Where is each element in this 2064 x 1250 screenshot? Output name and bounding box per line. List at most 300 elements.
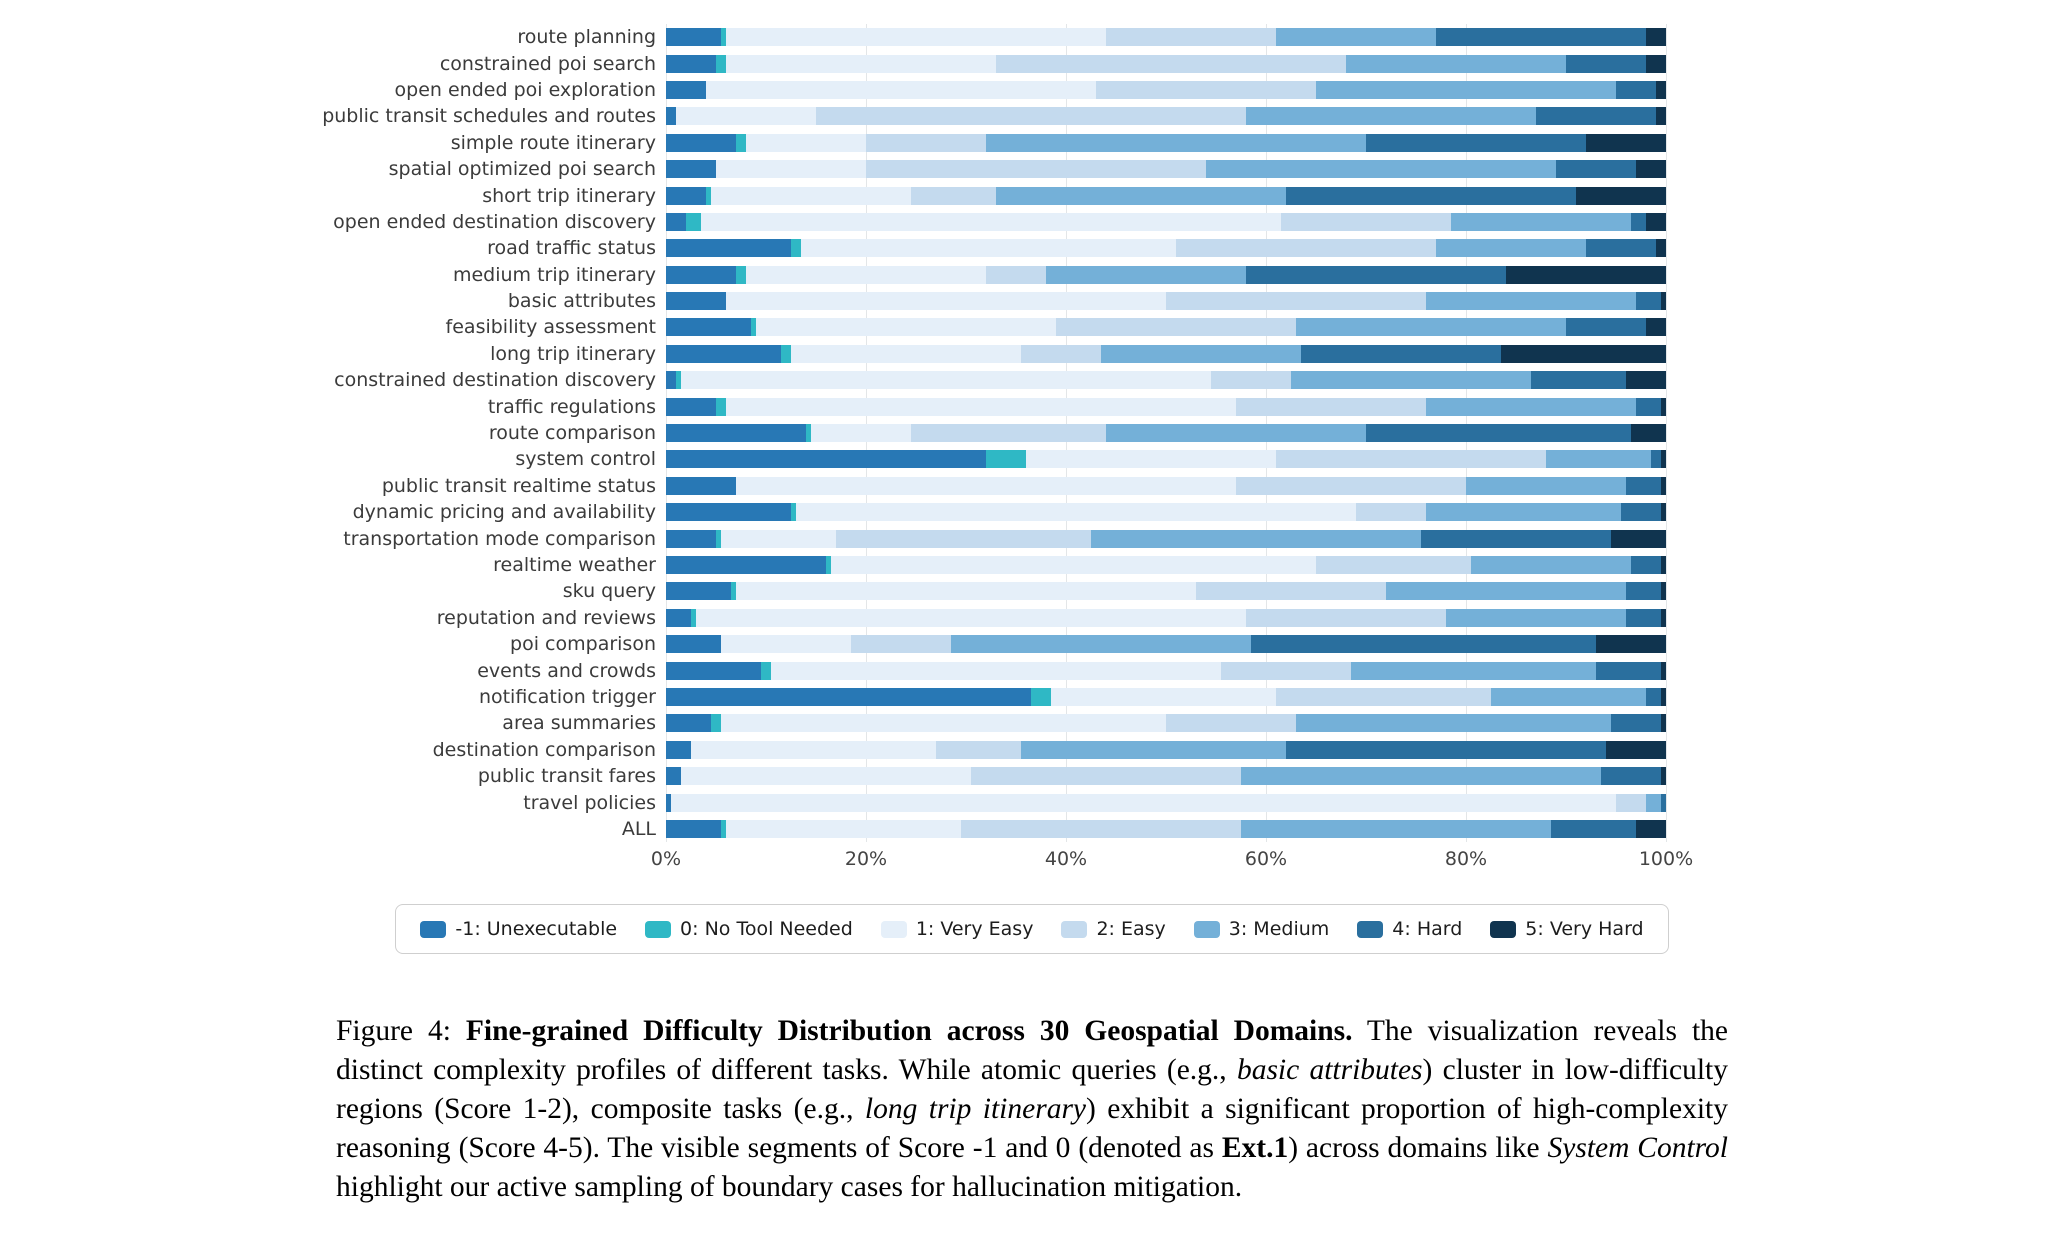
bar-segment [756, 318, 1056, 336]
bar-row [0, 473, 2064, 499]
bar-track [666, 107, 1666, 125]
bar-segment [736, 266, 746, 284]
bar-segment [711, 714, 721, 732]
bar-segment [1546, 450, 1651, 468]
legend-label: 1: Very Easy [915, 918, 1034, 941]
category-label: dynamic pricing and availability [352, 501, 656, 524]
bar-segment [666, 55, 716, 73]
bar-segment [666, 530, 716, 548]
bar-segment [1101, 345, 1301, 363]
bar-track [666, 134, 1666, 152]
bar-segment [1196, 582, 1386, 600]
x-tick-label: 60% [1244, 848, 1288, 871]
bar-segment [1471, 556, 1631, 574]
bar-segment [726, 292, 1166, 310]
category-label: medium trip itinerary [452, 263, 656, 286]
bar-segment [736, 477, 1236, 495]
bar-segment [961, 820, 1241, 838]
bar-segment [1626, 371, 1666, 389]
bar-track [666, 345, 1666, 363]
bar-row [0, 737, 2064, 763]
bar-segment [971, 767, 1241, 785]
bar-segment [1661, 662, 1666, 680]
bar-segment [1211, 371, 1291, 389]
bar-segment [1661, 767, 1666, 785]
bar-segment [1656, 81, 1666, 99]
category-label: destination comparison [432, 738, 656, 761]
bar-row [0, 710, 2064, 736]
category-label: open ended destination discovery [333, 210, 656, 233]
bar-segment [666, 556, 826, 574]
bar-segment [1451, 213, 1631, 231]
category-label: area summaries [502, 712, 656, 735]
bar-row [0, 50, 2064, 76]
bar-segment [1096, 81, 1316, 99]
bar-track [666, 741, 1666, 759]
bar-segment [666, 635, 721, 653]
bar-segment [1351, 662, 1596, 680]
bar-segment [721, 714, 1166, 732]
bar-segment [1616, 794, 1646, 812]
caption-text: highlight our active sampling of boundary cases for hallucination mitigation. [336, 1170, 1243, 1203]
legend-label: 5: Very Hard [1525, 918, 1644, 941]
bar-segment [1661, 609, 1666, 627]
bar-segment [1051, 688, 1276, 706]
bar-segment [711, 187, 911, 205]
category-label: reputation and reviews [436, 606, 656, 629]
bar-segment [1031, 688, 1051, 706]
bar-segment [746, 134, 866, 152]
bar-segment [1626, 609, 1661, 627]
bar-track [666, 292, 1666, 310]
bar-segment [1636, 160, 1666, 178]
bar-segment [666, 266, 736, 284]
bar-segment [1531, 371, 1626, 389]
legend-item [1490, 918, 1643, 940]
category-label: traffic regulations [487, 395, 656, 418]
caption-text: ) across domains like [1288, 1131, 1548, 1164]
bar-segment [726, 28, 1106, 46]
bar-segment [666, 134, 736, 152]
bar-segment [1651, 450, 1661, 468]
bar-row [0, 816, 2064, 842]
bar-track [666, 371, 1666, 389]
bar-segment [996, 187, 1286, 205]
bar-segment [1661, 450, 1666, 468]
bar-segment [1241, 820, 1551, 838]
bar-segment [1421, 530, 1611, 548]
category-label: constrained poi search [439, 52, 656, 75]
bar-segment [1346, 55, 1566, 73]
bar-segment [866, 134, 986, 152]
bar-row [0, 288, 2064, 314]
category-label: notification trigger [478, 685, 656, 708]
bar-segment [1646, 318, 1666, 336]
bar-segment [666, 477, 736, 495]
bar-segment [666, 662, 761, 680]
bar-segment [951, 635, 1251, 653]
bar-row [0, 77, 2064, 103]
bar-segment [1636, 820, 1666, 838]
bar-segment [1366, 134, 1586, 152]
x-tick-label: 80% [1444, 848, 1488, 871]
bar-segment [1631, 556, 1661, 574]
bar-segment [1221, 662, 1351, 680]
bar-segment [1536, 107, 1656, 125]
bar-segment [721, 635, 851, 653]
bar-segment [1636, 292, 1661, 310]
bar-segment [1621, 503, 1661, 521]
bar-segment [726, 820, 961, 838]
bar-segment [1426, 398, 1636, 416]
legend-item [420, 918, 617, 940]
bar-segment [1616, 81, 1656, 99]
bar-segment [666, 28, 721, 46]
bar-segment [1176, 239, 1436, 257]
bar-segment [986, 134, 1366, 152]
bar-row [0, 235, 2064, 261]
bar-segment [1656, 239, 1666, 257]
bar-segment [1646, 55, 1666, 73]
bar-row [0, 182, 2064, 208]
bar-segment [781, 345, 791, 363]
bar-segment [1646, 688, 1661, 706]
bar-segment [746, 266, 986, 284]
category-label: spatial optimized poi search [388, 158, 656, 181]
bar-segment [721, 530, 836, 548]
bar-track [666, 477, 1666, 495]
bar-segment [666, 371, 676, 389]
bar-segment [1661, 503, 1666, 521]
legend-label: 3: Medium [1228, 918, 1330, 941]
bar-segment [801, 239, 1176, 257]
bar-track [666, 582, 1666, 600]
bar-segment [771, 662, 1221, 680]
bar-segment [666, 582, 731, 600]
bar-segment [1636, 398, 1661, 416]
bar-segment [1551, 820, 1636, 838]
legend-swatch-icon [1490, 921, 1516, 938]
bar-segment [1166, 292, 1426, 310]
bar-segment [831, 556, 1316, 574]
legend-wrap [0, 904, 2064, 954]
bar-segment [1021, 741, 1286, 759]
bar-segment [1661, 398, 1666, 416]
bar-segment [1386, 582, 1626, 600]
category-label: travel policies [523, 791, 656, 814]
bar-segment [1586, 134, 1666, 152]
bar-segment [911, 424, 1106, 442]
bar-segment [1276, 688, 1491, 706]
bar-segment [691, 741, 936, 759]
bar-segment [676, 107, 816, 125]
bar-segment [1276, 28, 1436, 46]
x-tick-label: 20% [844, 848, 888, 871]
category-label: events and crowds [477, 659, 656, 682]
bar-row [0, 393, 2064, 419]
bar-segment [681, 371, 1211, 389]
bar-segment [796, 503, 1356, 521]
x-tick-label: 40% [1044, 848, 1088, 871]
bar-track [666, 794, 1666, 812]
bar-segment [811, 424, 911, 442]
caption-text: System Control [1547, 1131, 1729, 1164]
bar-segment [696, 609, 1246, 627]
bar-track [666, 187, 1666, 205]
bar-row [0, 103, 2064, 129]
legend-label: -1: Unexecutable [455, 918, 618, 941]
legend-item [1194, 918, 1330, 940]
legend-swatch-icon [1061, 921, 1087, 938]
bar-segment [716, 55, 726, 73]
legend-swatch-icon [1194, 921, 1220, 938]
bar-segment [1281, 213, 1451, 231]
bar-row [0, 24, 2064, 50]
bar-segment [1576, 187, 1666, 205]
bar-segment [1646, 794, 1661, 812]
bar-segment [666, 398, 716, 416]
category-label: simple route itinerary [450, 131, 656, 154]
bar-track [666, 635, 1666, 653]
bar-segment [1626, 582, 1661, 600]
legend-swatch-icon [645, 921, 671, 938]
bar-segment [1501, 345, 1666, 363]
bar-row [0, 657, 2064, 683]
bar-segment [1286, 187, 1576, 205]
bar-row [0, 262, 2064, 288]
bar-track [666, 688, 1666, 706]
bar-segment [1586, 239, 1656, 257]
bar-segment [986, 450, 1026, 468]
bar-segment [1426, 292, 1636, 310]
bar-segment [1566, 318, 1646, 336]
bar-row [0, 525, 2064, 551]
bar-segment [1606, 741, 1666, 759]
caption-text: Fine-grained Difficulty Distribution across 30 Geospatial Domains. [465, 1015, 1353, 1048]
x-tick-label: 100% [1638, 848, 1694, 871]
bar-segment [666, 424, 806, 442]
category-label: system control [515, 448, 656, 471]
bar-track [666, 609, 1666, 627]
bar-segment [666, 318, 751, 336]
category-label: open ended poi exploration [394, 78, 656, 101]
legend-swatch-icon [1357, 921, 1383, 938]
bar-row [0, 341, 2064, 367]
caption-text: Figure 4: [336, 1015, 466, 1048]
bar-segment [1491, 688, 1646, 706]
category-label: public transit fares [477, 765, 656, 788]
bar-row [0, 156, 2064, 182]
x-tick-label: 0% [650, 848, 682, 871]
bar-track [666, 530, 1666, 548]
bar-segment [736, 582, 1196, 600]
caption-text: basic attributes [1236, 1054, 1423, 1087]
category-label: public transit schedules and routes [322, 105, 656, 128]
legend-label: 2: Easy [1096, 918, 1166, 941]
bar-segment [1566, 55, 1646, 73]
bar-track [666, 767, 1666, 785]
bar-row [0, 499, 2064, 525]
bar-segment [1601, 767, 1661, 785]
bar-segment [1436, 28, 1646, 46]
bar-segment [1296, 318, 1566, 336]
bar-segment [1661, 794, 1666, 812]
category-label: feasibility assessment [445, 316, 656, 339]
bar-segment [686, 213, 701, 231]
bar-segment [1631, 424, 1666, 442]
bar-segment [666, 741, 691, 759]
bar-segment [1316, 81, 1616, 99]
bar-track [666, 160, 1666, 178]
bar-segment [1661, 688, 1666, 706]
bar-segment [1646, 213, 1666, 231]
bar-segment [1246, 107, 1536, 125]
bar-segment [1251, 635, 1596, 653]
bar-segment [671, 794, 1616, 812]
bar-segment [791, 239, 801, 257]
bar-row [0, 763, 2064, 789]
bar-segment [1246, 609, 1446, 627]
bar-segment [1661, 582, 1666, 600]
bar-row [0, 367, 2064, 393]
bar-track [666, 266, 1666, 284]
category-label: short trip itinerary [482, 184, 656, 207]
bar-segment [1446, 609, 1626, 627]
bar-segment [911, 187, 996, 205]
bar-track [666, 55, 1666, 73]
bar-segment [1646, 28, 1666, 46]
bar-segment [666, 160, 716, 178]
bar-segment [666, 107, 676, 125]
bar-track [666, 556, 1666, 574]
bar-segment [1316, 556, 1471, 574]
bar-segment [681, 767, 971, 785]
bar-segment [716, 160, 866, 178]
bar-segment [1056, 318, 1296, 336]
bar-segment [1611, 714, 1661, 732]
bar-segment [1556, 160, 1636, 178]
bar-segment [1106, 28, 1276, 46]
bar-segment [736, 134, 746, 152]
bar-segment [851, 635, 951, 653]
bar-segment [1356, 503, 1426, 521]
bar-segment [1206, 160, 1556, 178]
bar-segment [1286, 741, 1606, 759]
bar-segment [666, 714, 711, 732]
category-label: sku query [562, 580, 656, 603]
bar-segment [1661, 556, 1666, 574]
bar-segment [1276, 450, 1546, 468]
bar-segment [1091, 530, 1421, 548]
bar-segment [1236, 477, 1466, 495]
bar-row [0, 631, 2064, 657]
bar-row [0, 420, 2064, 446]
legend-swatch-icon [420, 921, 446, 938]
bar-track [666, 450, 1666, 468]
bar-segment [701, 213, 1281, 231]
bar-row [0, 578, 2064, 604]
bar-segment [1366, 424, 1631, 442]
bar-track [666, 714, 1666, 732]
legend-label: 0: No Tool Needed [680, 918, 853, 941]
bar-row [0, 552, 2064, 578]
bar-track [666, 820, 1666, 838]
bar-segment [666, 820, 721, 838]
bar-segment [666, 187, 706, 205]
bar-row [0, 209, 2064, 235]
bar-segment [666, 609, 691, 627]
bar-segment [1656, 107, 1666, 125]
bar-segment [1246, 266, 1506, 284]
bar-segment [1626, 477, 1661, 495]
caption-text: ) exhibit a significant proportion of high-complexity reasoning (Score 4-5). The visible segments of Score -1 and 0 (denoted as [336, 1092, 1728, 1164]
bar-rows [0, 24, 2064, 842]
bar-segment [716, 398, 726, 416]
bar-segment [1661, 477, 1666, 495]
x-axis [650, 848, 1694, 878]
bar-segment [666, 767, 681, 785]
caption-text: Ext.1 [1221, 1131, 1289, 1164]
bar-segment [666, 292, 726, 310]
bar-segment [866, 160, 1206, 178]
bar-track [666, 424, 1666, 442]
bar-segment [1596, 635, 1666, 653]
bar-track [666, 662, 1666, 680]
bar-segment [1021, 345, 1101, 363]
legend-label: 4: Hard [1392, 918, 1463, 941]
legend-item [1357, 918, 1462, 940]
bar-segment [761, 662, 771, 680]
bar-segment [1426, 503, 1621, 521]
category-label: poi comparison [510, 633, 656, 656]
category-label: route planning [517, 26, 656, 49]
bar-segment [1301, 345, 1501, 363]
bar-segment [1436, 239, 1586, 257]
bar-row [0, 789, 2064, 815]
bar-row [0, 314, 2064, 340]
caption-text: long trip itinerary [864, 1092, 1087, 1125]
bar-segment [1661, 292, 1666, 310]
bar-row [0, 130, 2064, 156]
bar-segment [666, 81, 706, 99]
bar-segment [1046, 266, 1246, 284]
legend [395, 904, 1668, 954]
bar-segment [1296, 714, 1611, 732]
category-label: road traffic status [487, 237, 656, 260]
bar-segment [1166, 714, 1296, 732]
caption-text: ) cluster in low-difficulty regions (Score 1-2), composite tasks (e.g., [336, 1054, 1729, 1125]
bar-segment [666, 450, 986, 468]
bar-segment [666, 688, 1031, 706]
bar-segment [996, 55, 1346, 73]
category-label: long trip itinerary [490, 342, 656, 365]
bar-row [0, 684, 2064, 710]
bar-segment [1466, 477, 1626, 495]
bar-segment [666, 503, 791, 521]
bar-track [666, 398, 1666, 416]
category-label: transportation mode comparison [343, 527, 656, 550]
bar-segment [1631, 213, 1646, 231]
bar-track [666, 239, 1666, 257]
bar-segment [1236, 398, 1426, 416]
bar-segment [791, 345, 1021, 363]
category-label: constrained destination discovery [334, 369, 656, 392]
caption-text: The visualization reveals the distinct complexity profiles of different tasks. While atomic queries (e.g., [336, 1015, 1728, 1087]
bar-segment [1611, 530, 1666, 548]
bar-segment [726, 55, 996, 73]
bar-segment [1241, 767, 1601, 785]
bar-track [666, 81, 1666, 99]
